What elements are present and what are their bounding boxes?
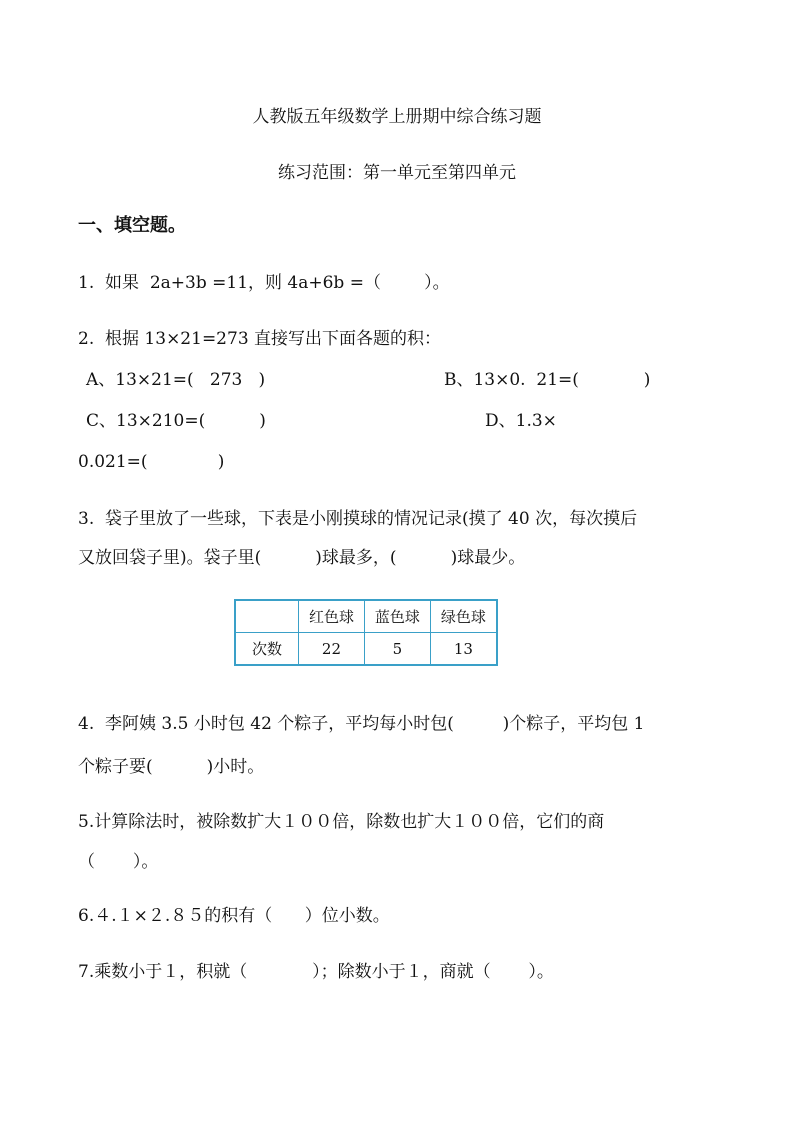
question-6: 6.４.１×２.８５的积有（ ）位小数。	[78, 906, 390, 926]
question-5-line-1: 5.计算除法时，被除数扩大１００倍，除数也扩大１００倍，它们的商	[78, 812, 605, 832]
table-cell: 22	[299, 633, 365, 666]
table-header-cell: 绿色球	[430, 600, 497, 633]
question-2-b: B、13×0. 21=( )	[444, 370, 651, 390]
table-cell: 13	[430, 633, 497, 666]
question-3-line-2: 又放回袋子里)。袋子里( )球最多，( )球最少。	[78, 548, 526, 568]
section-heading: 一、填空题。	[78, 215, 186, 236]
question-2-d: D、1.3×	[485, 411, 557, 431]
table-cell: 次数	[235, 633, 299, 666]
table-row	[235, 633, 497, 666]
ball-record-table	[234, 599, 498, 666]
table-header-row	[235, 600, 497, 633]
question-4-line-1: 4. 李阿姨 3.5 小时包 42 个粽子，平均每小时包( )个粽子，平均包 1	[78, 714, 645, 734]
table-header-cell	[235, 600, 299, 633]
question-2-a: A、13×21=( 273 )	[86, 370, 266, 390]
table-header-cell: 红色球	[299, 600, 365, 633]
question-4-line-2: 个粽子要( )小时。	[78, 757, 265, 777]
question-2-stem: 2. 根据 13×21=273 直接写出下面各题的积：	[78, 329, 442, 349]
question-7: 7.乘数小于１，积就（ ）；除数小于１，商就（ ）。	[78, 962, 554, 982]
doc-title: 人教版五年级数学上册期中综合练习题	[252, 107, 542, 127]
question-1: 1. 如果 2a+3b =11，则 4a+6b =（ ）。	[78, 273, 450, 293]
question-2-d-cont: 0.021=( )	[78, 452, 225, 472]
table-cell: 5	[364, 633, 430, 666]
question-5-line-2: （ ）。	[78, 852, 159, 872]
question-2-c: C、13×210=( )	[86, 411, 266, 431]
practice-scope: 练习范围：第一单元至第四单元	[278, 163, 516, 183]
question-3-line-1: 3. 袋子里放了一些球，下表是小刚摸球的情况记录(摸了 40 次，每次摸后	[78, 509, 638, 529]
table-header-cell: 蓝色球	[364, 600, 430, 633]
